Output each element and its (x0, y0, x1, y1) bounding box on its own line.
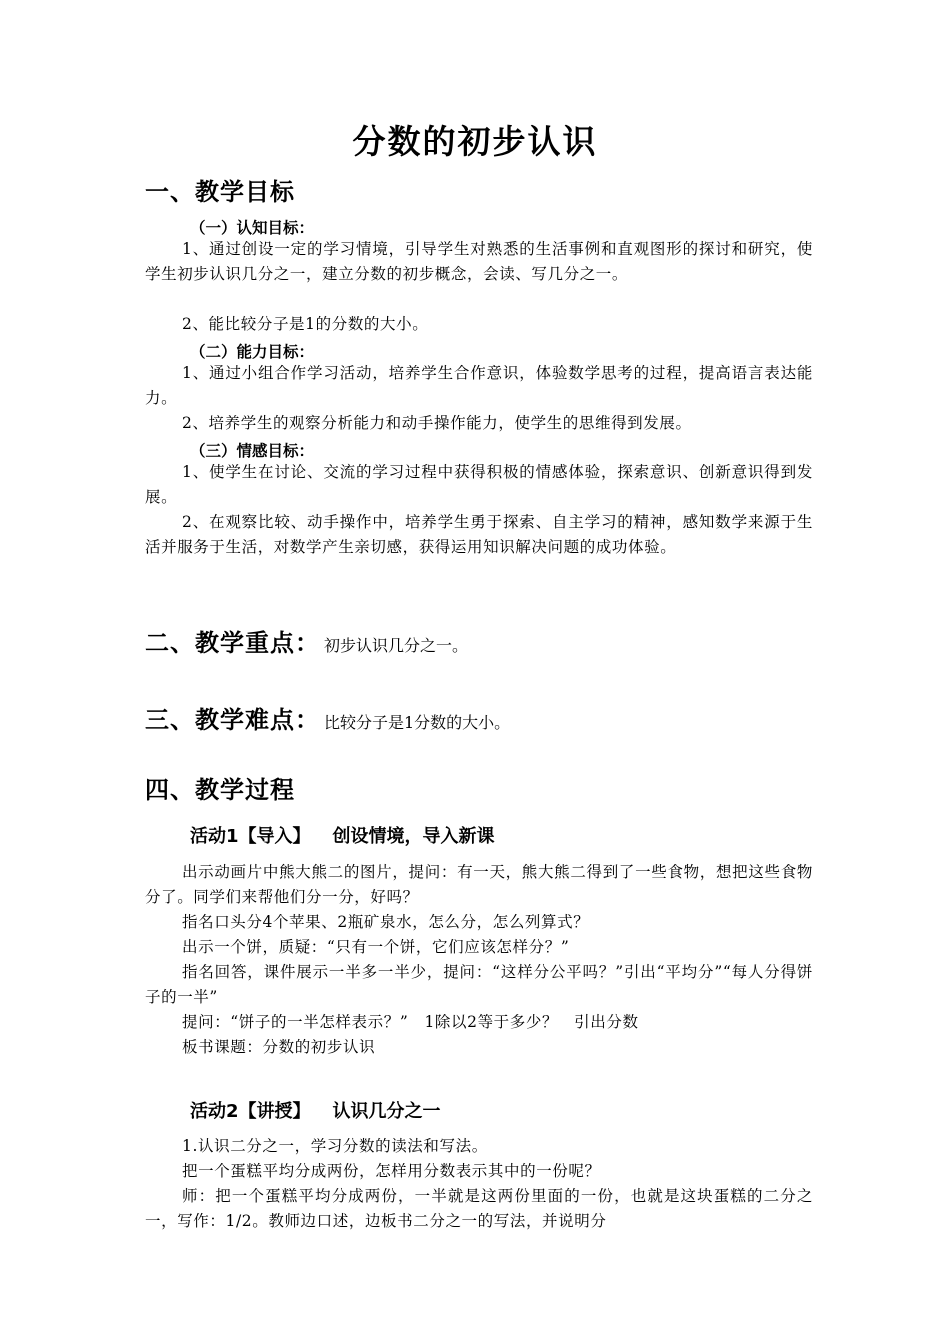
section-heading-process: 四、教学过程 (145, 776, 295, 804)
paragraph-ability-2: 2、培养学生的观察分析能力和动手操作能力，使学生的思维得到发展。 (182, 414, 692, 432)
activity-1-label: 活动1【导入】 (190, 826, 311, 847)
activity-2-heading (190, 1097, 441, 1123)
activity-1-title: 创设情境，导入新课 (332, 826, 495, 847)
subheading-cognitive: （一）认知目标： (190, 219, 315, 237)
activity-1-paragraph-1: 出示动画片中熊大熊二的图片，提问：有一天，熊大熊二得到了一些食物，想把这些食物分了。同学们来帮他们分一分，好吗？ (145, 863, 813, 906)
activity-1-paragraph-4: 指名回答，课件展示一半多一半少，提问：“这样分公平吗？”引出“平均分”“每人分得饼子的一半” (145, 963, 813, 1006)
activity-1-paragraph-6: 板书课题：分数的初步认识 (182, 1038, 376, 1056)
section-heading-key-point-label: 二、教学重点： (145, 629, 320, 657)
activity-2-paragraph-3: 师：把一个蛋糕平均分成两份，一半就是这两份里面的一份，也就是这块蛋糕的二分之一，写作：1/2。教师边口述，边板书二分之一的写法，并说明分 (145, 1187, 813, 1230)
paragraph-ability-1: 1、通过小组合作学习活动，培养学生合作意识，体验数学思考的过程，提高语言表达能力。 (145, 364, 813, 407)
paragraph-cognitive-2: 2、能比较分子是1的分数的大小。 (182, 315, 429, 333)
subheading-emotion: （三）情感目标： (190, 442, 315, 460)
key-point-text: 初步认识几分之一。 (324, 636, 469, 655)
paragraph-cognitive-1: 1、通过创设一定的学习情境，引导学生对熟悉的生活事例和直观图形的探讨和研究，使学生初步认识几分之一，建立分数的初步概念，会读、写几分之一。 (145, 240, 813, 283)
activity-1-paragraph-5: 提问：“饼子的一半怎样表示？” 1除以2等于多少？ 引出分数 (182, 1013, 639, 1031)
section-heading-objectives: 一、教学目标 (145, 178, 295, 206)
activity-2-label: 活动2【讲授】 (190, 1101, 311, 1122)
activity-1-paragraph-2: 指名口头分4个苹果、2瓶矿泉水，怎么分，怎么列算式？ (182, 913, 590, 931)
section-heading-difficulty (145, 700, 510, 735)
section-heading-difficulty-label: 三、教学难点： (145, 706, 320, 734)
difficulty-text: 比较分子是1分数的大小。 (324, 713, 511, 732)
activity-2-title: 认识几分之一 (332, 1101, 441, 1122)
document-title: 分数的初步认识 (352, 122, 598, 161)
activity-2-paragraph-2: 把一个蛋糕平均分成两份，怎样用分数表示其中的一份呢？ (182, 1162, 601, 1180)
activity-2-paragraph-1: 1.认识二分之一，学习分数的读法和写法。 (182, 1137, 488, 1155)
section-heading-key-point (145, 623, 468, 658)
subheading-ability: （二）能力目标： (190, 343, 315, 361)
activity-1-heading (190, 822, 495, 848)
paragraph-emotion-1: 1、使学生在讨论、交流的学习过程中获得积极的情感体验，探索意识、创新意识得到发展。 (145, 463, 813, 506)
paragraph-emotion-2: 2、在观察比较、动手操作中，培养学生勇于探索、自主学习的精神，感知数学来源于生活并服务于生活，对数学产生亲切感，获得运用知识解决问题的成功体验。 (145, 513, 813, 556)
activity-1-paragraph-3: 出示一个饼，质疑：“只有一个饼，它们应该怎样分？” (182, 938, 570, 956)
